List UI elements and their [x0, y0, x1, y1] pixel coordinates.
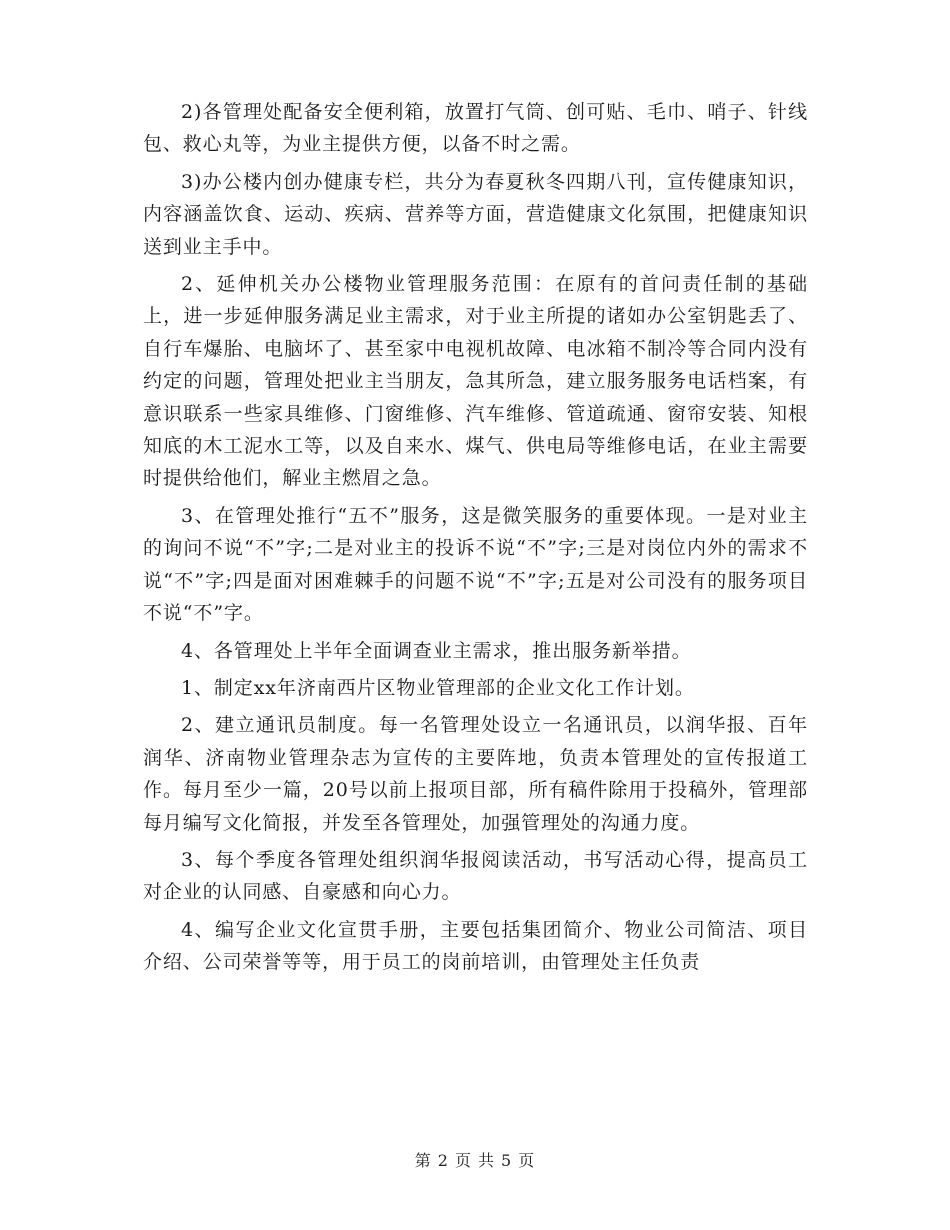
paragraph-culture-manual: 4、编写企业文化宣贯手册，主要包括集团简介、物业公司简洁、项目介绍、公司荣誉等等，用于员工的岗前培训，由管理处主任负责 [143, 918, 808, 974]
paragraph-five-no-service: 3、在管理处推行“五不”服务，这是微笑服务的重要体现。一是对业主的询问不说“不”字;二是对业主的投诉不说“不”字;三是对岗位内外的需求不说“不”字;四是面对困难棘手的问题不说“不”字;五是对公司没有的服务项目不说“不”字。 [143, 504, 808, 625]
paragraph-extend-service: 2、延伸机关办公楼物业管理服务范围：在原有的首问责任制的基础上，进一步延伸服务满足业主需求，对于业主所提的诸如办公室钥匙丢了、自行车爆胎、电脑坏了、甚至家中电视机故障、电冰箱不制冷等合同内没有约定的问题，管理处把业主当朋友，急其所急，建立服务服务电话档案，有意识联系一些家具维修、门窗维修、汽车维修、管道疏通、窗帘安装、知根知底的木工泥水工等，以及自来水、煤气、供电局等维修电话，在业主需要时提供给他们，解业主燃眉之急。 [143, 273, 808, 490]
paragraph-safety-box: 2)各管理处配备安全便利箱，放置打气筒、创可贴、毛巾、哨子、针线包、救心丸等，为业主提供方便，以备不时之需。 [143, 101, 808, 156]
page-number-footer [0, 1148, 950, 1171]
footer-total-pages: 5 [501, 1151, 513, 1170]
paragraph-survey-needs: 4、各管理处上半年全面调查业主需求，推出服务新举措。 [181, 639, 692, 662]
footer-current-page: 2 [437, 1151, 449, 1170]
document-body [143, 96, 808, 984]
paragraph-reading-activity: 3、每个季度各管理处组织润华报阅读活动，书写活动心得，提高员工对企业的认同感、自豪感和向心力。 [143, 848, 808, 904]
footer-middle: 页 共 [454, 1151, 496, 1170]
paragraph-health-column: 3)办公楼内创办健康专栏，共分为春夏秋冬四期八刊，宣传健康知识，内容涵盖饮食、运动、疾病、营养等方面，营造健康文化氛围，把健康知识送到业主手中。 [143, 170, 808, 258]
footer-prefix: 第 [414, 1151, 432, 1170]
paragraph-correspondent-system: 2、建立通讯员制度。每一名管理处设立一名通讯员，以润华报、百年润华、济南物业管理杂志为宣传的主要阵地，负责本管理处的宣传报道工作。每月至少一篇，20号以前上报项目部，所有稿件除用于投稿外，管理部每月编写文化简报，并发至各管理处，加强管理处的沟通力度。 [143, 714, 808, 834]
footer-suffix: 页 [518, 1151, 536, 1170]
paragraph-culture-plan: 1、制定xx年济南西片区物业管理部的企业文化工作计划。 [181, 676, 695, 699]
